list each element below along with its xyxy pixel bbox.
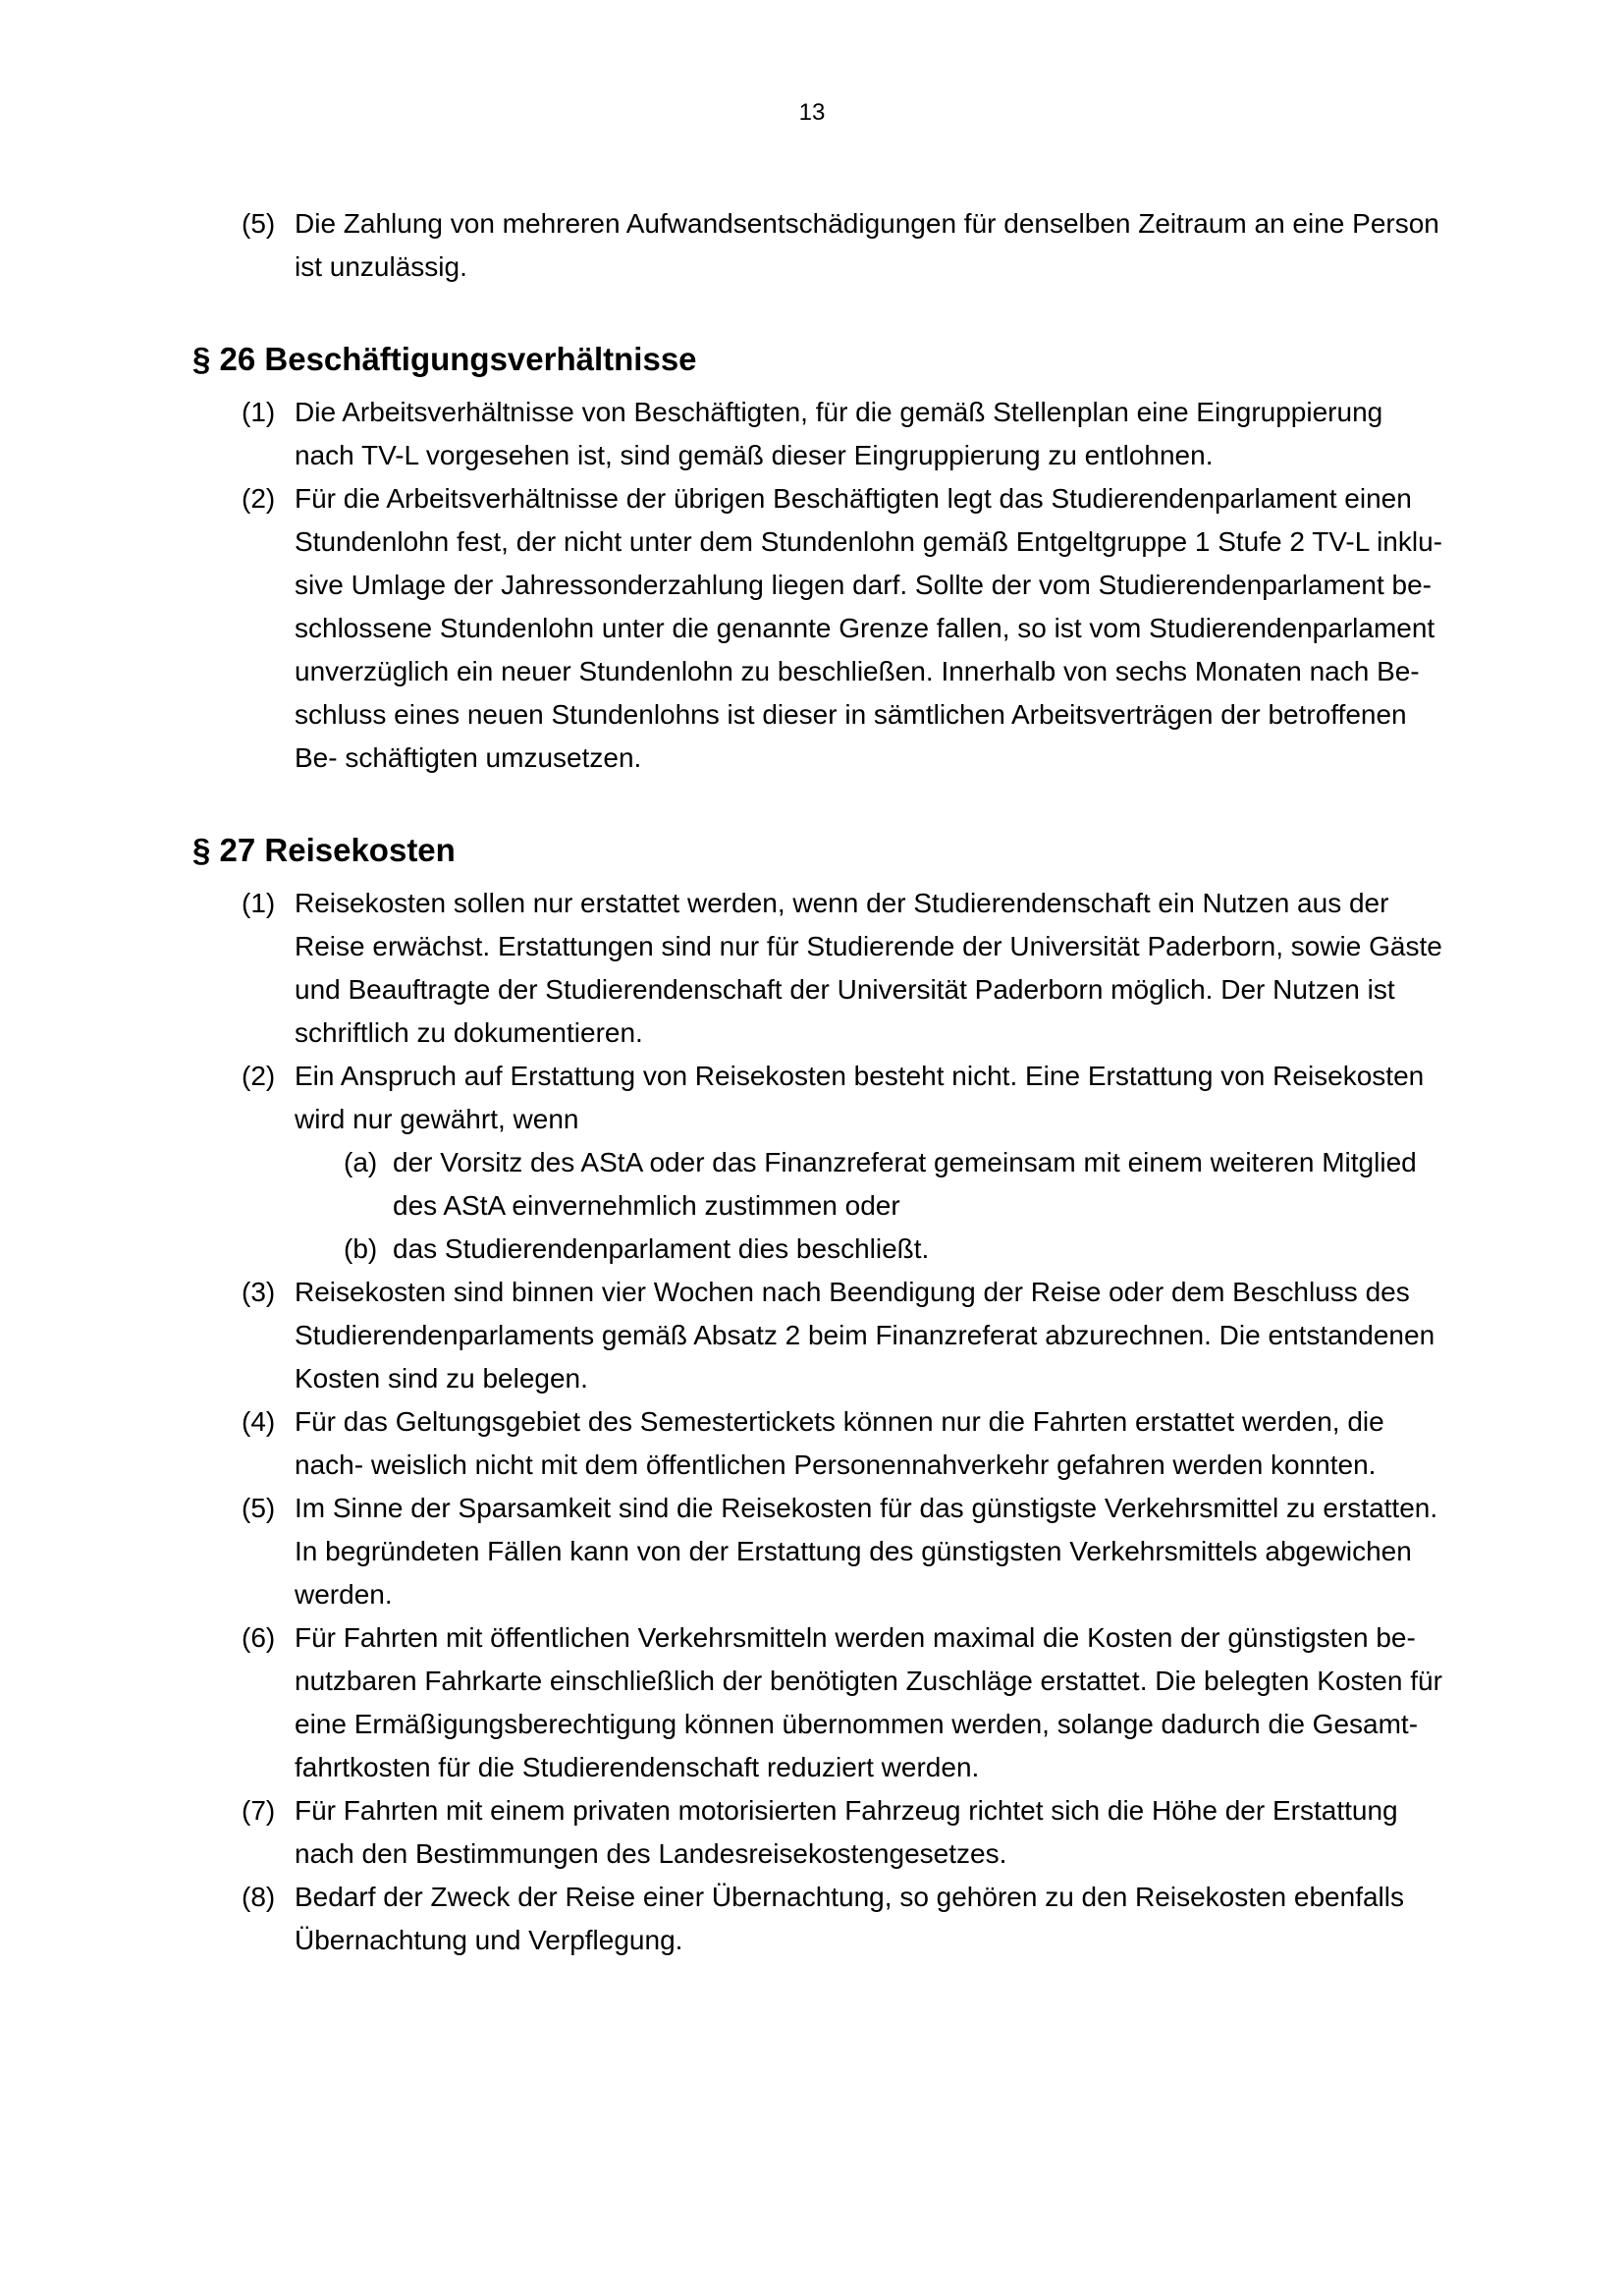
item-text: Für Fahrten mit öffentlichen Verkehrsmitteln werden maximal die Kosten der günstigsten be- nutzbaren Fahrkarte einschließlich der benötigten Zuschläge erstattet. Die belegten Kosten für eine Ermäßigungsberechtigung können übernommen werden, solange dadurch die Gesamt- fahrtkosten für die Studierendenschaft reduziert werden.: [295, 1622, 1442, 1782]
list-item: [192, 1789, 1449, 1876]
item-number: (5): [242, 208, 276, 239]
item-text: Für die Arbeitsverhältnisse der übrigen Beschäftigten legt das Studierendenparlament einen Stundenlohn fest, der nicht unter dem Stundenlohn gemäß Entgeltgruppe 1 Stufe 2 TV-L inklu- sive Umlage der Jahressonderzahlung liegen darf. Sollte der vom Studierendenparlament be- schlossene Stundenlohn unter die genannte Grenze fallen, so ist vom Studierendenparlament unverzüglich ein neuer Stundenlohn zu beschließen. Innerhalb von sechs Monaten nach Be- schluss eines neuen Stundenlohns ist dieser in sämtlichen Arbeitsverträgen der betroffenen Be- schäftigten umzusetzen.: [295, 483, 1442, 773]
list-item: [192, 1055, 1449, 1271]
item-text: Die Zahlung von mehreren Aufwandsentschädigungen für denselben Zeitraum an eine Person ist unzulässig.: [295, 208, 1439, 282]
item-text: Die Arbeitsverhältnisse von Beschäftigten, für die gemäß Stellenplan eine Eingruppierung nach TV-L vorgesehen ist, sind gemäß dieser Eingruppierung zu entlohnen.: [295, 397, 1383, 470]
item-text: Ein Anspruch auf Erstattung von Reisekosten besteht nicht. Eine Erstattung von Reisekosten wird nur gewährt, wenn: [295, 1061, 1425, 1134]
list-item: [192, 391, 1449, 477]
item-number: (1): [242, 888, 276, 918]
item-number: (3): [242, 1277, 276, 1307]
sub-list-item: [295, 1228, 1449, 1271]
list-item: [192, 1400, 1449, 1487]
item-text: Im Sinne der Sparsamkeit sind die Reisekosten für das günstigste Verkehrsmittel zu erstatten. In begründeten Fällen kann von der Erstattung des günstigsten Verkehrsmittels abgewichen werden.: [295, 1493, 1438, 1610]
list-item: [192, 477, 1449, 780]
subitem-letter: (a): [344, 1147, 378, 1177]
list-item: [192, 882, 1449, 1055]
continuation-list: [192, 202, 1449, 289]
section-27-list: [192, 882, 1449, 1962]
list-item: [192, 1616, 1449, 1789]
list-item: [192, 1271, 1449, 1400]
item-number: (2): [242, 1061, 276, 1091]
item-number: (4): [242, 1406, 276, 1437]
item-text: Für das Geltungsgebiet des Semestertickets können nur die Fahrten erstattet werden, die nach- weislich nicht mit dem öffentlichen Personennahverkehr gefahren werden konnten.: [295, 1406, 1384, 1480]
section-26-list: [192, 391, 1449, 780]
item-text: Reisekosten sind binnen vier Wochen nach Beendigung der Reise oder dem Beschluss des Studierendenparlaments gemäß Absatz 2 beim Finanzreferat abzurechnen. Die entstandenen Kosten sind zu belegen.: [295, 1277, 1435, 1394]
item-number: (7): [242, 1795, 276, 1826]
list-item: [192, 1487, 1449, 1616]
item-text: Für Fahrten mit einem privaten motorisierten Fahrzeug richtet sich die Höhe der Erstattung nach den Bestimmungen des Landesreisekostengesetzes.: [295, 1795, 1398, 1869]
subitem-text: das Studierendenparlament dies beschließt.: [393, 1233, 930, 1264]
subitem-text: der Vorsitz des AStA oder das Finanzreferat gemeinsam mit einem weiteren Mitglied des AStA einvernehmlich zustimmen oder: [393, 1147, 1417, 1221]
sub-list-item: [295, 1141, 1449, 1228]
item-number: (2): [242, 483, 276, 514]
document-body: [192, 192, 1449, 1962]
list-item: [192, 202, 1449, 289]
section-27-heading: § 27 Reisekosten: [192, 832, 456, 868]
sub-list: [295, 1141, 1449, 1271]
subitem-letter: (b): [344, 1233, 378, 1264]
item-number: (8): [242, 1882, 276, 1912]
page-number: 13: [798, 99, 826, 126]
item-number: (5): [242, 1493, 276, 1523]
item-text: Reisekosten sollen nur erstattet werden, wenn der Studierendenschaft ein Nutzen aus der Reise erwächst. Erstattungen sind nur für Studierende der Universität Paderborn, sowie Gäste und Beauftragte der Studierendenschaft der Universität Paderborn möglich. Der Nutzen ist schriftlich zu dokumentieren.: [295, 888, 1442, 1048]
list-item: [192, 1876, 1449, 1962]
item-number: (1): [242, 397, 276, 427]
item-number: (6): [242, 1622, 276, 1653]
section-26-heading: § 26 Beschäftigungsverhältnisse: [192, 341, 697, 377]
item-text: Bedarf der Zweck der Reise einer Übernachtung, so gehören zu den Reisekosten ebenfalls Übernachtung und Verpflegung.: [295, 1882, 1404, 1955]
